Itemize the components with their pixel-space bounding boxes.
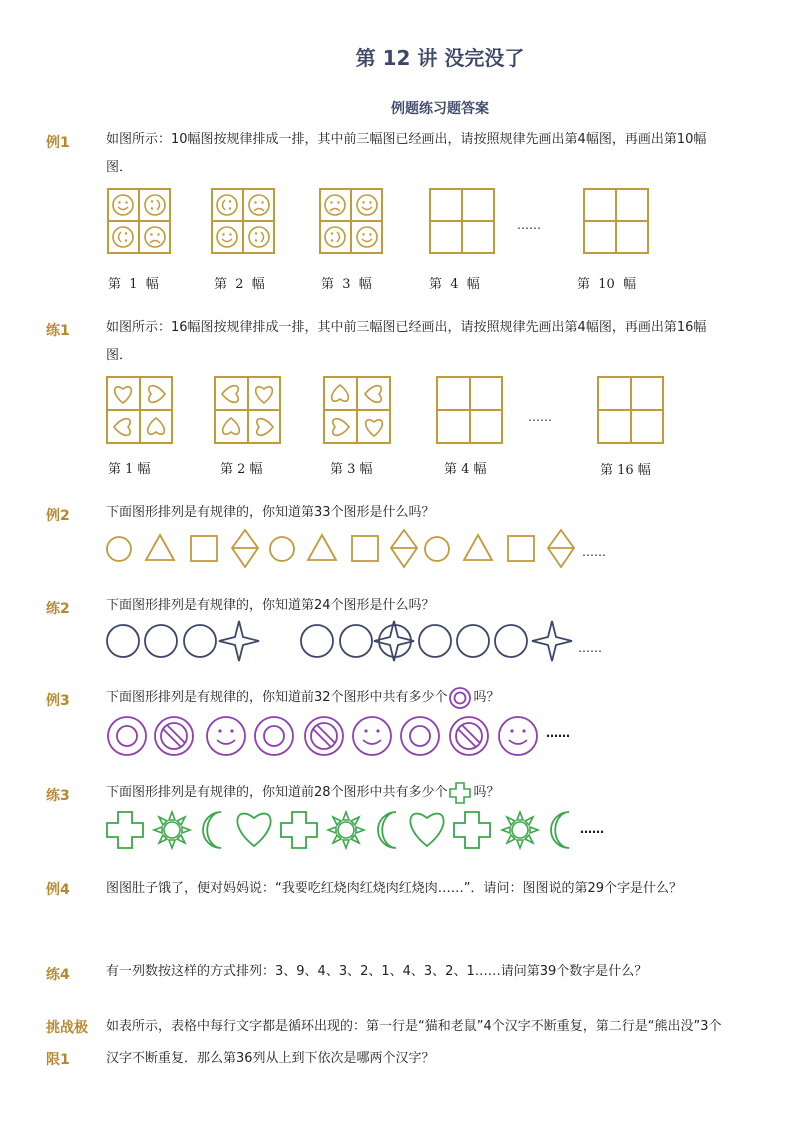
pr3-text-after: 吗？: [473, 785, 500, 800]
pr2-text: 下面图形排列是有规律的，你知道第24个图形是什么吗？: [106, 598, 435, 613]
shape-triangle: [464, 535, 492, 560]
ex3-text-before: 下面图形排列是有规律的，你知道前32个图形中共有多少个: [106, 690, 448, 705]
ex2-text: 下面图形排列是有规律的，你知道第33个图形是什么吗？: [106, 505, 435, 520]
ex2-sequence: [100, 528, 590, 572]
pr1-grid-16-empty: [597, 376, 664, 444]
shape-triangle: [308, 535, 336, 560]
ex3-sequence: [100, 714, 560, 758]
ex1-faces: [107, 188, 387, 254]
pr1-text: 如图所示：16幅图按规律排成一排，其中前三幅图已经画出，请按照规律先画出第4幅图，再画出第16幅图．: [106, 320, 707, 363]
ex1-caption-4: 第 4 幅: [429, 277, 480, 292]
ex3-text-after: 吗？: [473, 690, 500, 705]
ex1-caption-10: 第 10 幅: [577, 277, 637, 292]
pr1-ellipsis: ……: [528, 410, 552, 424]
pr1-label: 练1: [46, 323, 70, 339]
ex3-ellipsis: ……: [546, 726, 570, 740]
pr1-caption-16: 第 16 幅: [600, 463, 651, 478]
pr3-label: 练3: [46, 788, 70, 804]
ex1-caption-2: 第 2 幅: [214, 277, 265, 292]
ex1-text: 如图所示：10幅图按规律排成一排，其中前三幅图已经画出，请按照规律先画出第4幅图，再画出第10幅图．: [106, 132, 707, 175]
ex3-label: 例3: [46, 693, 70, 709]
ex1-caption-3: 第 3 幅: [321, 277, 372, 292]
shape-square: [352, 536, 378, 561]
challenge-label-line1: 挑战极: [46, 1020, 88, 1036]
shape-square: [508, 536, 534, 561]
challenge-text: 如表所示，表格中每行文字都是循环出现的：第一行是“猫和老鼠”4个汉字不断重复，第二行是“熊出没”3个汉字不断重复．那么第36列从上到下依次是哪两个汉字？: [106, 1019, 722, 1066]
page-title: 第 12 讲 没完没了: [355, 46, 525, 70]
pr1-hearts: [106, 376, 396, 444]
ex1-label: 例1: [46, 135, 70, 151]
shape-square: [191, 536, 217, 561]
pr1-caption-3: 第 3 幅: [330, 462, 373, 477]
pr1-caption-1: 第 1 幅: [108, 462, 151, 477]
ex2-ellipsis: ……: [582, 545, 606, 559]
shape-star: [219, 621, 259, 661]
shape-circle: [425, 537, 449, 561]
shape-circle: [107, 537, 131, 561]
ex4-text: 图图肚子饿了，便对妈妈说：“我要吃红烧肉红烧肉红烧肉……”．请问：图图说的第29个字是什么？: [106, 881, 683, 896]
pr2-ellipsis: ……: [578, 641, 602, 655]
cross-icon-inline: [448, 779, 474, 807]
pr3-ellipsis: ……: [580, 822, 604, 836]
pr3-text-line: [106, 779, 500, 807]
ex1-caption-1: 第 1 幅: [108, 277, 159, 292]
ex3-text-line: [106, 684, 500, 712]
pr4-label: 练4: [46, 967, 70, 983]
page-subtitle: 例题练习题答案: [391, 101, 489, 117]
pr3-text-before: 下面图形排列是有规律的，你知道前28个图形中共有多少个: [106, 785, 448, 800]
pr4-text: 有一列数按这样的方式排列：3、9、4、3、2、1、4、3、2、1……请问第39个数字是什么？: [106, 964, 648, 979]
ex1-grid-4-empty: [429, 188, 495, 254]
ex2-label: 例2: [46, 508, 70, 524]
pr2-label: 练2: [46, 601, 70, 617]
pr2-sequence: [100, 620, 580, 664]
shape-circle: [270, 537, 294, 561]
pr1-caption-4: 第 4 幅: [444, 462, 487, 477]
ring-icon-inline: [448, 684, 474, 712]
pr1-caption-2: 第 2 幅: [220, 462, 263, 477]
ex1-ellipsis: ……: [517, 218, 541, 232]
pr3-sequence: [100, 806, 580, 856]
shape-triangle: [146, 535, 174, 560]
pr1-grid-4-empty: [436, 376, 503, 444]
ex4-label: 例4: [46, 882, 70, 898]
ex1-grid-10-empty: [583, 188, 649, 254]
challenge-label-line2: 限1: [46, 1052, 70, 1068]
